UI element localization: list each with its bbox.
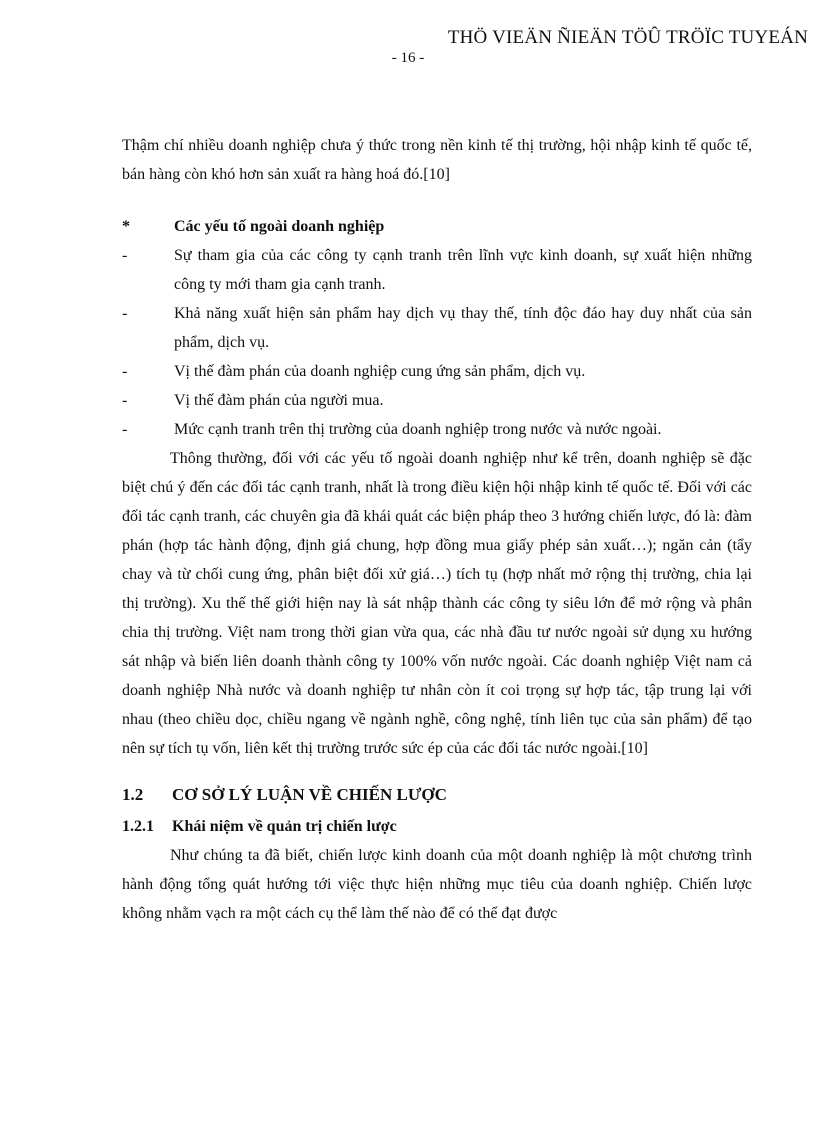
section-number: 1.2	[122, 785, 144, 804]
list-marker: -	[122, 421, 128, 438]
list-item-text: Mức cạnh tranh trên thị trường của doanh nghiệp trong nước và nước ngoài.	[174, 421, 662, 438]
section-heading	[122, 780, 752, 809]
subsection-heading	[122, 812, 752, 841]
section-title: CƠ SỞ LÝ LUẬN VỀ CHIẾN LƯỢC	[172, 785, 447, 804]
subsection-number: 1.2.1	[122, 818, 154, 835]
external-factors-paragraph: Thông thường, đối với các yếu tố ngoài doanh nghiệp như kể trên, doanh nghiệp sẽ đặc biệt chú ý đến các đối tác cạnh tranh, nhất là trong điều kiện hội nhập kinh tế quốc tế. Đối với các đối tác cạnh tranh, các chuyên gia đã khái quát các biện pháp theo 3 hướng chiến lược, đó là: đàm phán (hợp tác hành động, định giá chung, hợp đồng mua giấy phép sản xuất…); ngăn cản (tẩy chay và từ chối cung ứng, phân biệt đối xử giá…) tích tụ (hợp nhất mở rộng thị trường, chia lại thị trường). Xu thế thế giới hiện nay là sát nhập thành các công ty siêu lớn để mở rộng và phân chia thị trường. Việt nam trong thời gian vừa qua, các nhà đầu tư nước ngoài sử dụng xu hướng sát nhập và biến liên doanh thành công ty 100% vốn nước ngoài. Các doanh nghiệp Việt nam cả doanh nghiệp Nhà nước và doanh nghiệp tư nhân còn ít coi trọng sự hợp tác, tập trung lại với nhau (theo chiều dọc, chiều ngang về ngành nghề, công nghệ, tính liên tục của sản phẩm) để tạo nên sự tích tụ vốn, liên kết thị trường trước sức ép của các đối tác nước ngoài.[10]	[122, 450, 752, 757]
list-item-text: Vị thế đàm phán của người mua.	[174, 392, 384, 409]
list-marker: -	[122, 305, 128, 322]
subsection-paragraph: Như chúng ta đã biết, chiến lược kinh doanh của một doanh nghiệp là một chương trình hành động tổng quát hướng tới việc thực hiện những mục tiêu của doanh nghiệp. Chiến lược không nhằm vạch ra một cách cụ thể làm thế nào để có thể đạt được	[122, 847, 752, 922]
list-item	[122, 299, 752, 357]
page-number: - 16 -	[391, 50, 425, 66]
subsection-title: Khái niệm về quản trị chiến lược	[172, 818, 397, 835]
list-item	[122, 357, 752, 386]
intro-paragraph: Thậm chí nhiều doanh nghiệp chưa ý thức trong nền kinh tế thị trường, hội nhập kinh tế quốc tế, bán hàng còn khó hơn sản xuất ra hàng hoá đó.[10]	[122, 137, 752, 183]
running-header-title: THÖ VIEÄN ÑIEÄN TÖÛ TRÖÏC TUYEÁN	[447, 27, 808, 48]
list-marker: -	[122, 247, 128, 264]
external-factors-heading	[122, 212, 752, 241]
list-item-text: Sự tham gia của các công ty cạnh tranh trên lĩnh vực kinh doanh, sự xuất hiện những công ty mới tham gia cạnh tranh.	[174, 247, 752, 293]
external-factors-title: Các yếu tố ngoài doanh nghiệp	[174, 218, 385, 235]
external-factors-marker: *	[122, 218, 130, 235]
document-body	[122, 131, 752, 928]
list-marker: -	[122, 363, 128, 380]
list-item-text: Vị thế đàm phán của doanh nghiệp cung ứng sản phẩm, dịch vụ.	[174, 363, 586, 380]
list-item	[122, 415, 752, 444]
list-marker: -	[122, 392, 128, 409]
list-item-text: Khả năng xuất hiện sản phẩm hay dịch vụ thay thế, tính độc đáo hay duy nhất của sản phẩm, dịch vụ.	[174, 305, 752, 351]
list-item	[122, 241, 752, 299]
list-item	[122, 386, 752, 415]
